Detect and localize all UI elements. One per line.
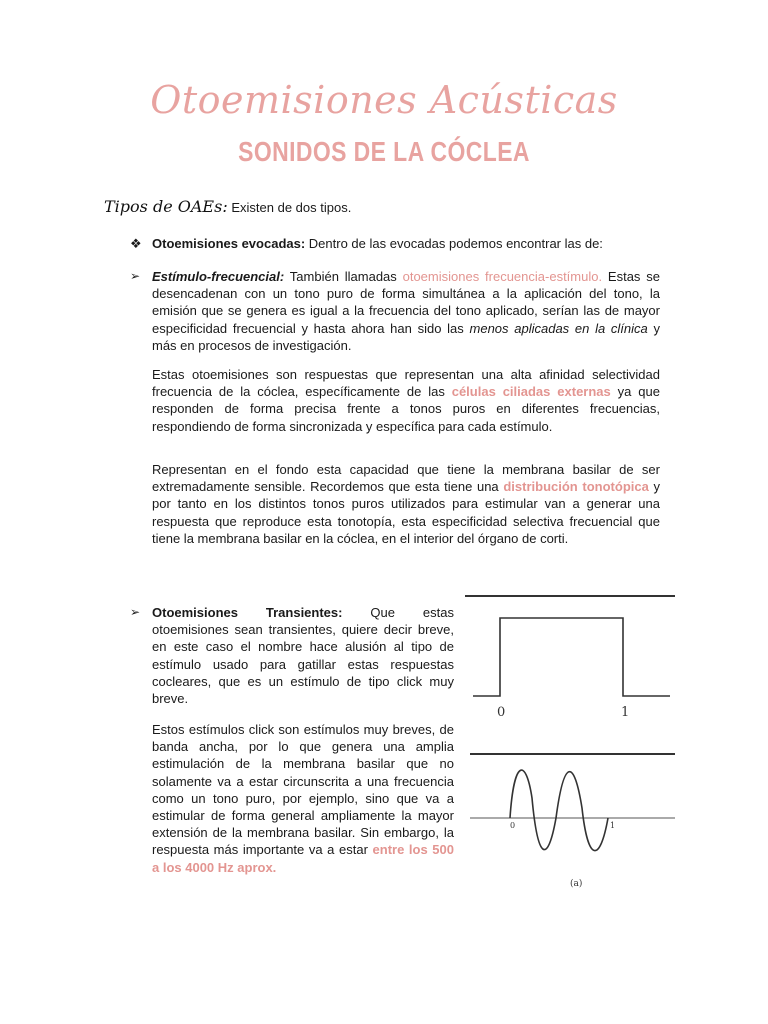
estimulo-text-2: Estas se desencadenan con un tono puro de forma simultánea a la aplicación del tono, la emisión que se genera es igual a la frecuencia del tono aplicado, serían las de mayor especificidad frecuencial y hasta ahora han sido las (152, 269, 660, 336)
page-title: Otoemisiones Acústicas (150, 78, 618, 122)
click-highlight: entre los 500 a los 4000 Hz aprox. (152, 842, 454, 875)
estimulo-highlight: otoemisiones frecuencia-estímulo. (402, 269, 603, 284)
celulas-highlight: células ciliadas externas (451, 384, 611, 400)
click-paragraph (152, 721, 454, 876)
pulse-label-0: 0 (497, 705, 506, 720)
tipos-line (104, 197, 351, 216)
estimulo-italic: menos aplicadas en la clínica (469, 320, 648, 336)
page-subtitle: SONIDOS DE LA CÓCLEA (238, 136, 530, 167)
celulas-text-1: Estas otoemisiones son respuestas que representan una alta afinidad selectividad frecuencia de la cóclea, específicamente de las (152, 367, 660, 400)
celulas-paragraph (152, 366, 660, 435)
tipos-label: Tipos de OAEs: (104, 197, 228, 216)
evocadas-label: Otoemisiones evocadas: (152, 236, 306, 251)
wave-label-0: 0 (510, 821, 516, 830)
transientes-label: Otoemisiones Transientes: (152, 605, 343, 620)
wave-caption: (a) (570, 879, 583, 889)
estimulo-text-3: y más en procesos de investigación. (152, 320, 661, 353)
evocadas-bullet (130, 236, 603, 252)
arrow-bullet-icon: ➢ (130, 605, 141, 619)
tipos-text: Existen de dos tipos. (231, 200, 352, 215)
tonotopica-text-1: Representan en el fondo esta capacidad que tiene la membrana basilar de ser extremadamente sensible. Recordemos que esta tiene una (152, 462, 660, 495)
click-wave-figure (470, 748, 675, 890)
transientes-paragraph (152, 604, 454, 707)
evocadas-text: Dentro de las evocadas podemos encontrar las de: (308, 236, 603, 251)
wave-label-1: 1 (610, 821, 616, 830)
tonotopica-highlight: distribución tonotópica (503, 479, 649, 495)
square-pulse-figure (465, 588, 675, 720)
estimulo-label: Estímulo-frecuencial: (152, 269, 285, 284)
pulse-label-1: 1 (621, 705, 630, 720)
celulas-text-2: ya que responden de forma precisa frente a tonos puros en diferentes frecuencias, respondiendo de forma sincronizada y específica para cada estímulo. (152, 384, 660, 434)
diamond-bullet-icon: ❖ (130, 236, 142, 251)
click-text: Estos estímulos click son estímulos muy breves, de banda ancha, por lo que genera una amplia estimulación de la membrana basilar que no solamente va a estar circunscrita a una frecuencia como un tono puro, por ejemplo, sino que va a estimular de forma general ampliamente la mayor extensión de la membrana basilar. Sin embargo, la respuesta más importante va a estar (152, 722, 454, 858)
transientes-text: Que estas otoemisiones sean transientes, quiere decir breve, en este caso el nombre hace alusión al tipo de estímulo usado para gatillar estas respuestas cocleares, que es un estímulo de tipo click muy breve. (152, 605, 454, 707)
arrow-bullet-icon: ➢ (130, 269, 141, 283)
estimulo-paragraph (152, 268, 660, 354)
tonotopica-text-2: y por tanto en los distintos tonos puros utilizados para estimular van a generar una respuesta que reproduce esta tonotopía, esta especificidad selectiva frecuencial que tiene la membrana basilar en la cóclea, en el interior del órgano de corti. (152, 479, 660, 546)
estimulo-text-1: También llamadas (289, 269, 397, 284)
tonotopica-paragraph (152, 461, 660, 547)
